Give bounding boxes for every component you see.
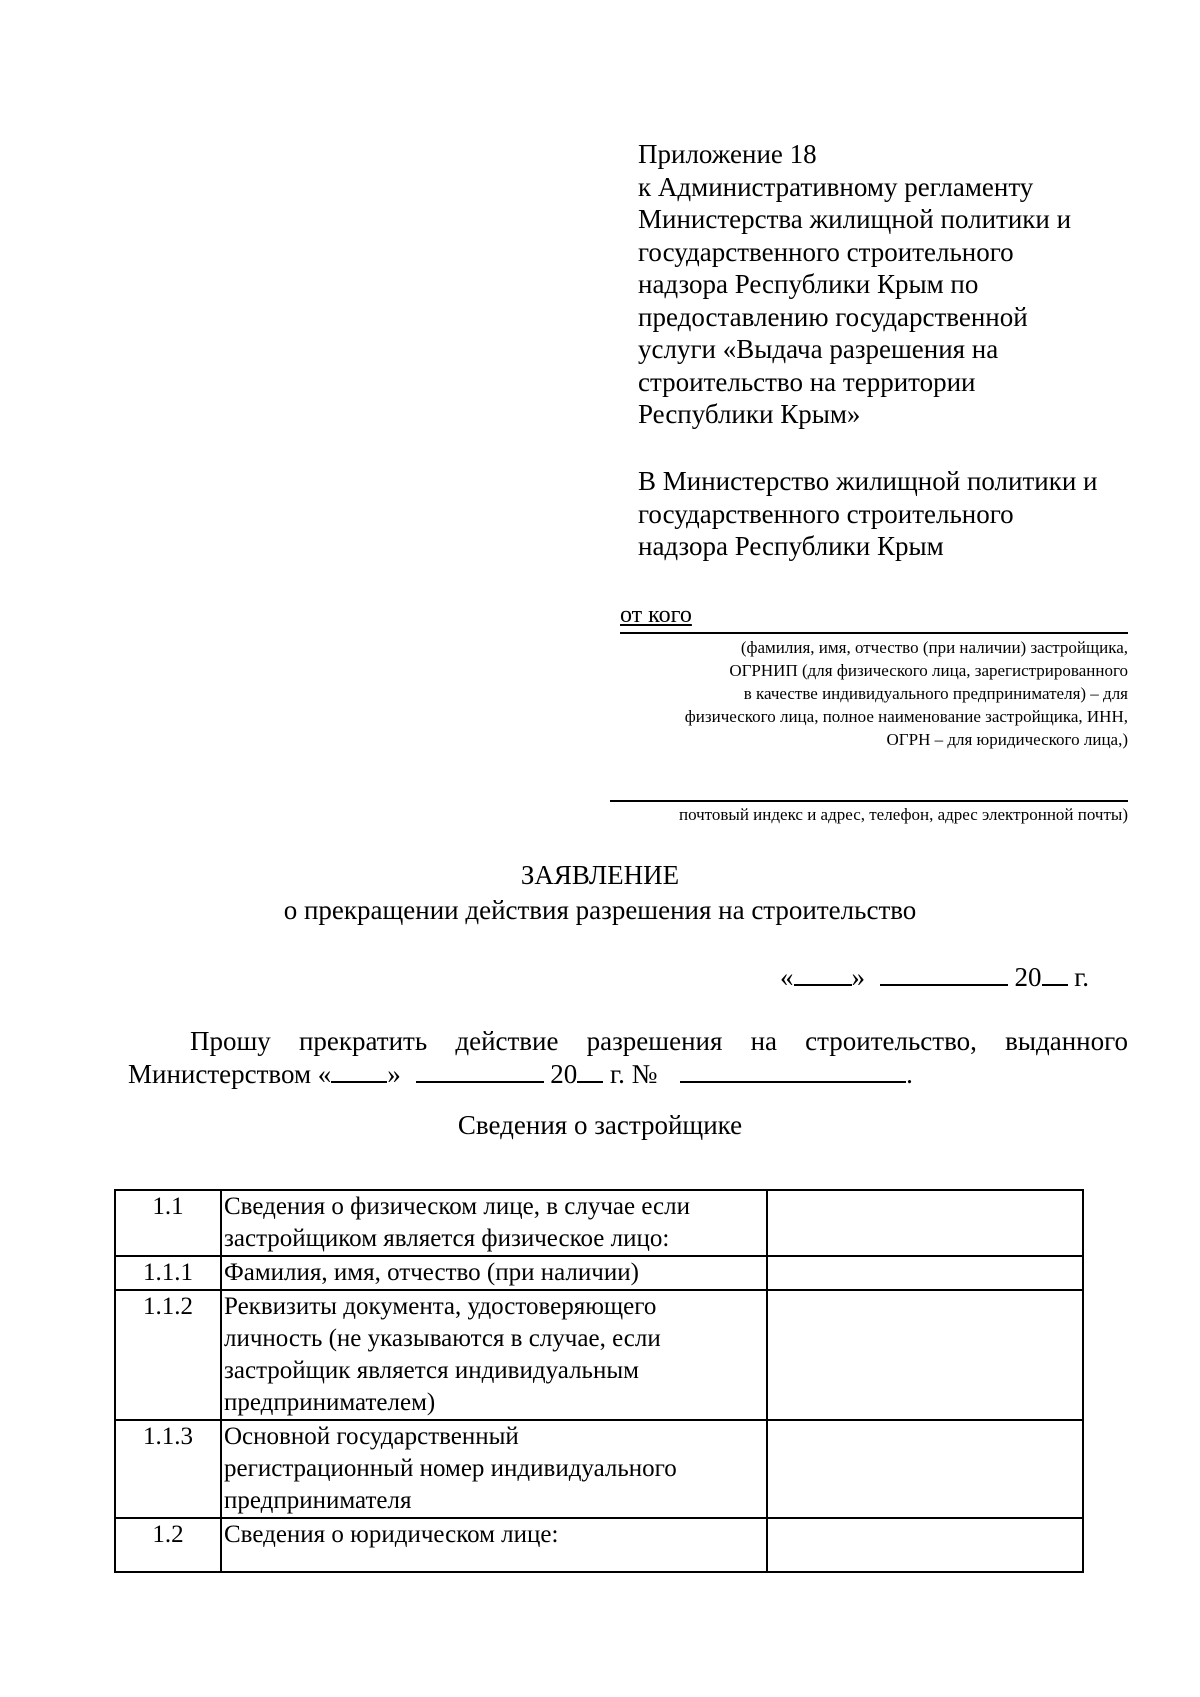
table-row	[115, 1420, 1083, 1518]
row-label-line: Сведения о физическом лице, в случае если	[224, 1193, 691, 1220]
row-value-cell[interactable]	[767, 1290, 1083, 1420]
issue-month-blank[interactable]	[416, 1059, 544, 1083]
request-paragraph	[128, 1025, 1128, 1091]
row-number: 1.2	[115, 1518, 221, 1572]
appendix-line: предоставлению государственной	[638, 301, 1028, 332]
contact-hint: почтовый индекс и адрес, телефон, адрес электронной почты)	[678, 805, 1128, 824]
request-year: 20	[550, 1059, 578, 1089]
hint-line: физического лица, полное наименование застройщика, ИНН,	[684, 707, 1128, 726]
row-label	[221, 1190, 767, 1256]
row-label-line: Реквизиты документа, удостоверяющего	[224, 1293, 657, 1320]
hint-line: (фамилия, имя, отчество (при наличии) застройщика,	[740, 638, 1128, 657]
appendix-line: к Административному регламенту	[638, 171, 1034, 202]
row-label-line: личность (не указываются в случае, если	[224, 1325, 661, 1352]
permit-number-blank[interactable]	[680, 1059, 906, 1083]
request-line-2	[128, 1058, 1128, 1091]
document-subtitle: о прекращении действия разрешения на строительство	[283, 895, 917, 925]
appendix-line: строительство на территории	[638, 366, 976, 397]
issue-year-blank[interactable]	[577, 1059, 603, 1083]
document-title: ЗАЯВЛЕНИЕ	[520, 860, 680, 890]
day-blank[interactable]	[794, 962, 852, 986]
developer-info-table	[114, 1189, 1084, 1573]
row-label	[221, 1518, 767, 1572]
table-row	[115, 1518, 1083, 1572]
row-label-line: предпринимателем)	[224, 1389, 436, 1416]
appendix-line: Министерства жилищной политики и	[638, 204, 1072, 234]
row-number: 1.1.2	[115, 1290, 221, 1420]
request-quote-close: »	[387, 1059, 401, 1089]
appendix-header	[638, 138, 1158, 431]
row-value-cell[interactable]	[767, 1256, 1083, 1290]
row-value-cell[interactable]	[767, 1190, 1083, 1256]
addressee-line: государственного строительного	[638, 498, 1014, 529]
quote-open: «	[780, 962, 794, 992]
addressee-line: надзора Республики Крым	[638, 531, 944, 561]
table-row	[115, 1256, 1083, 1290]
appendix-line: Республики Крым»	[638, 399, 861, 429]
row-number: 1.1.1	[115, 1256, 221, 1290]
year-prefix: 20	[1014, 962, 1042, 992]
table-row	[115, 1290, 1083, 1420]
quote-close: »	[851, 962, 865, 992]
from-label: от кого	[620, 602, 692, 628]
year-blank[interactable]	[1042, 962, 1068, 986]
row-label-line: Фамилия, имя, отчество (при наличии)	[224, 1259, 639, 1286]
from-field[interactable]	[620, 600, 1128, 634]
row-label-line: застройщик является индивидуальным	[224, 1357, 639, 1384]
row-label-line: Основной государственный	[224, 1423, 519, 1450]
table-row	[115, 1190, 1083, 1256]
appendix-line: надзора Республики Крым по	[638, 269, 979, 299]
row-value-cell[interactable]	[767, 1518, 1083, 1572]
issue-day-blank[interactable]	[331, 1059, 387, 1083]
hint-line: ОГРНИП (для физического лица, зарегистрированного	[729, 661, 1128, 680]
request-prefix: Министерством «	[128, 1059, 332, 1089]
row-label-line: регистрационный номер индивидуального	[224, 1455, 677, 1482]
month-blank[interactable]	[880, 962, 1008, 986]
request-end: .	[906, 1059, 913, 1089]
row-label	[221, 1420, 767, 1518]
year-suffix: г.	[1074, 962, 1090, 992]
appendix-line: государственного строительного	[638, 236, 1014, 267]
addressee-line: В Министерство жилищной политики и	[638, 466, 1098, 496]
hint-line: ОГРН – для юридического лица,)	[886, 730, 1128, 749]
row-label-line: Сведения о юридическом лице:	[224, 1521, 559, 1548]
from-hint	[685, 636, 1128, 751]
row-label-line: предпринимателя	[224, 1487, 412, 1514]
appendix-line: услуги «Выдача разрешения на	[638, 334, 999, 364]
row-number: 1.1	[115, 1190, 221, 1256]
hint-line: в качестве индивидуального предпринимателя) – для	[743, 684, 1128, 703]
row-label-line: застройщиком является физическое лицо:	[224, 1225, 670, 1252]
row-value-cell[interactable]	[767, 1420, 1083, 1518]
row-number: 1.1.3	[115, 1420, 221, 1518]
row-label	[221, 1290, 767, 1420]
section-title: Сведения о застройщике	[457, 1110, 743, 1140]
request-line-1: Прошу прекратить действие разрешения на строительство, выданного	[190, 1026, 1128, 1056]
contact-field-line[interactable]	[610, 800, 1128, 802]
addressee-block	[638, 465, 1158, 563]
request-no: г. №	[610, 1059, 658, 1089]
appendix-line: Приложение 18	[638, 139, 817, 169]
row-label	[221, 1256, 767, 1290]
date-line	[780, 962, 1089, 993]
